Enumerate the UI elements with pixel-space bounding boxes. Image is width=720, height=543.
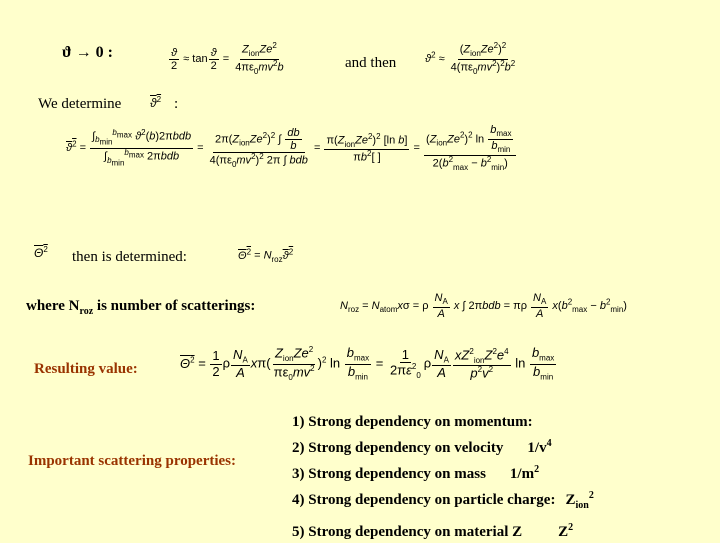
where-text: where N [26,298,80,314]
resulting-formula: $\Theta^2$ = $\frac{1}{2}$ ρ $\frac{N_A}{A}$ xπ( $\frac{Z_{ion}Ze^2}{\pi\varepsilon_0mv^2}$ )$^2$ ln $\frac{b_{max}}{b_{min}}$ = $\frac{1}{2\pi\varepsilon^2_0}$ ρ $\frac{N_A}{A}$ $\frac{xZ^2_{ion}Z^2e^4}{p^2v^2}$ ln $\frac{b_{max}}{b_{min}}$ [180,345,555,382]
n-roz-formula: $N_{roz} = N_{atom}x\sigma = \rho$ $\frac{N_A}{A}$ x ∫ 2πbdb = πρ $\frac{N_A}{A}$ $x(b^2_{max} - b^2_{min})$ [340,292,627,320]
theta-squared-formula: $ϑ^2$ ≈ $\frac{(Z_{ion}Ze^2)^2}{4(\pi\varepsilon_0mv^2)^2b^2}$ [425,41,516,76]
we-determine-label: We determine [38,96,122,112]
properties-label: Important scattering properties: [28,453,237,469]
mean-theta-squared-symbol: $ϑ^2$ [150,95,162,110]
limit-label: ϑ → 0 : [62,44,113,61]
small-angle-formula: $\frac{ϑ}{2}$ ≈ tan $\frac{ϑ}{2}$ = $\frac{Z_{ion}Ze^2}{4\pi\varepsilon_0mv^2b}$ [171,41,284,76]
property-item: 1) Strong dependency on momentum: [292,414,533,430]
properties-list [292,411,594,543]
mean-theta-derivation: $ϑ^2$ = $\frac{\int_{b_{min}}^{b_{max}} ϑ^2(b)2\pi bdb}{\int_{b_{min}}^{b_{max}} 2\pi bdb}$ = $2\pi(Z_{ion}Ze^2)^2$ ∫ $\frac{db}{b}$ $4(\pi\varepsilon_0mv^2)^2$ 2π ∫ bdb = $\frac{\pi(Z_{ion}Ze^2)^2 [\ln b]}{\pi b^2[ ]}$ = $(Z_{ion}Ze^2)^2$ ln $\frac{b_{max}}{b_{min}}$ $2(b^2_{max} - b^2_{min})$ [66,124,517,173]
where-label [26,298,255,317]
big-theta-squared-symbol: $\Theta^2$ [34,245,48,260]
where-rest: is number of scatterings: [93,298,256,314]
theta-total-formula: $\Theta^2 = N_{roz}ϑ^2$ [238,247,294,264]
property-item: 4) Strong dependency on particle charge: $Z_{ion}^2$ [292,490,594,511]
where-sub: roz [79,306,94,317]
property-item: 5) Strong dependency on material Z $Z^2$ [292,522,574,540]
determine-colon: : [174,96,179,112]
resulting-value-label: Resulting value: [34,361,138,377]
then-is-determined-label: then is determined: [72,249,187,265]
and-then-label: and then [345,55,397,71]
property-item: 3) Strong dependency on mass $1/m^2$ [292,464,540,482]
property-item: 2) Strong dependency on velocity $1/v^4$ [292,438,552,456]
